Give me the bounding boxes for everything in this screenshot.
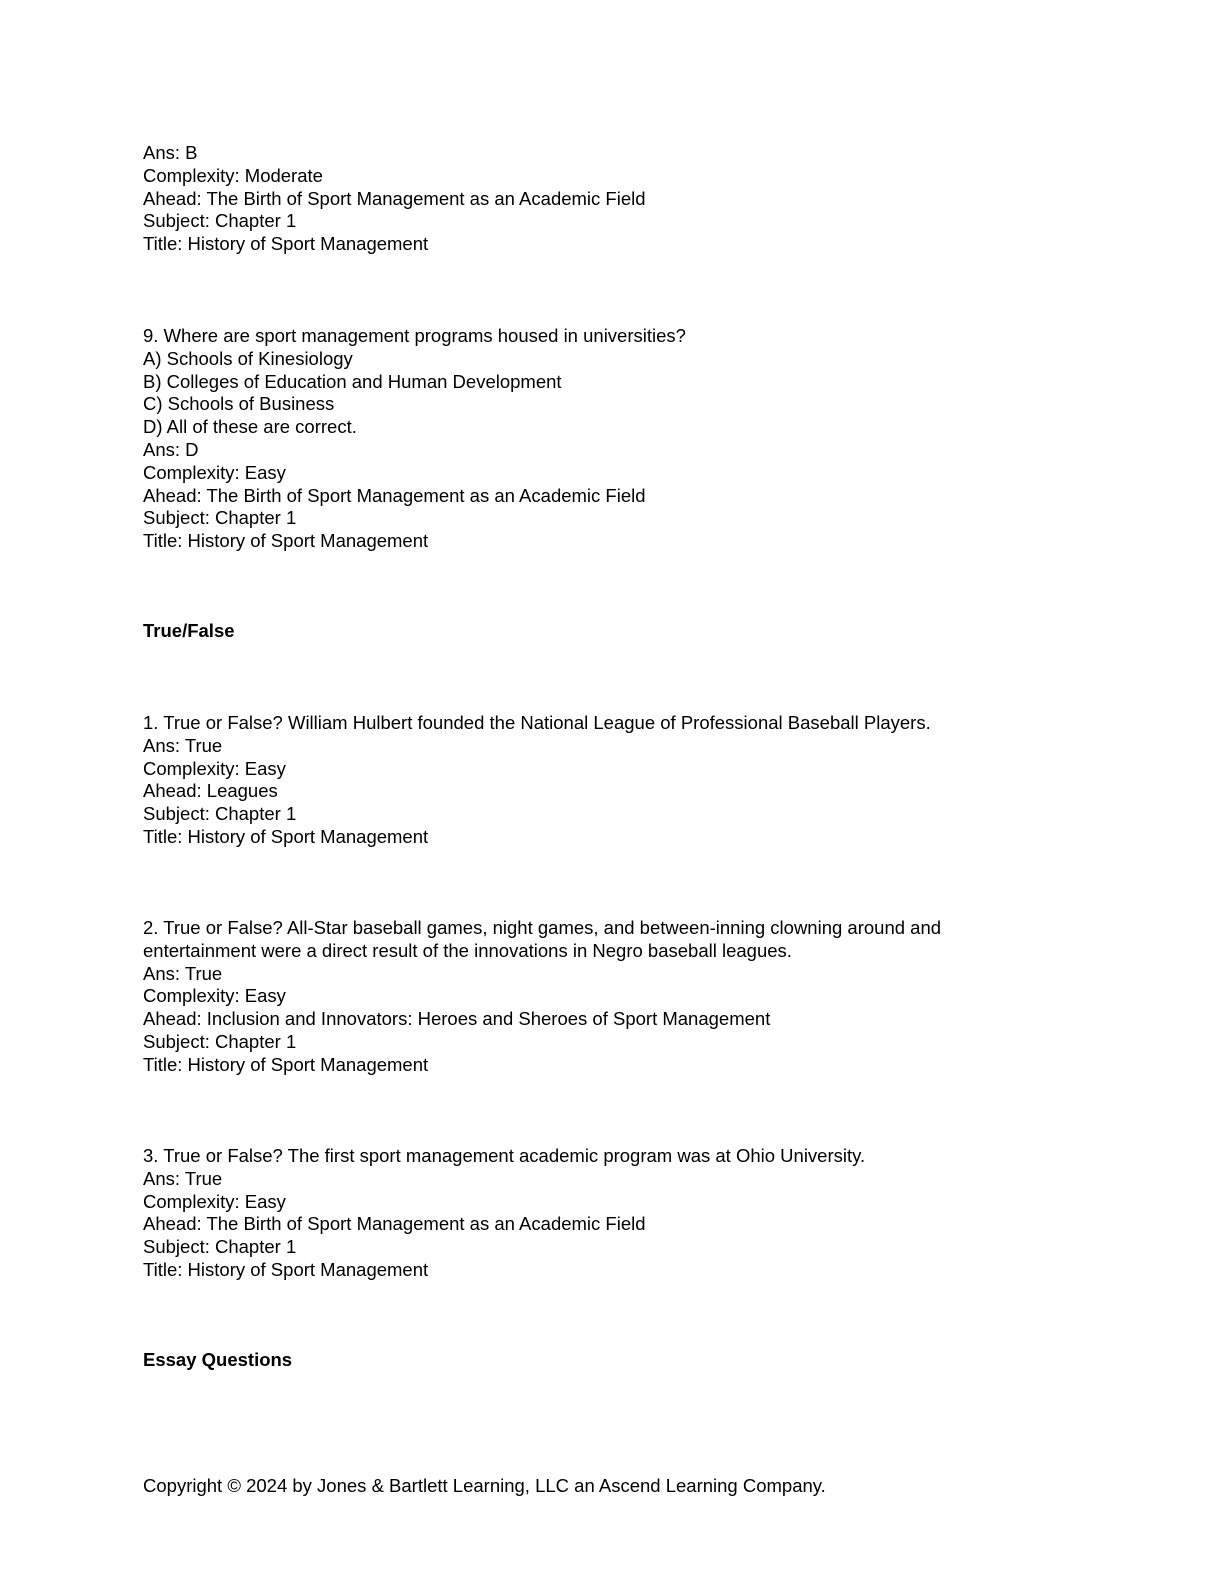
- subject-line: Subject: Chapter 1: [143, 1236, 297, 1258]
- title-line: Title: History of Sport Management: [143, 530, 429, 552]
- answer-line: Ans: True: [143, 1167, 223, 1189]
- section-heading: Essay Questions: [143, 1349, 293, 1370]
- subject-line: Subject: Chapter 1: [143, 507, 297, 529]
- option-b: B) Colleges of Education and Human Development: [143, 370, 562, 392]
- question-8-metadata: [143, 142, 1103, 256]
- ahead-line: Ahead: The Birth of Sport Management as an Academic Field: [143, 1213, 646, 1235]
- option-d: D) All of these are correct.: [143, 416, 357, 438]
- question-text: 3. True or False? The first sport management academic program was at Ohio University.: [143, 1145, 866, 1166]
- answer-line: Ans: True: [143, 734, 223, 756]
- true-false-heading: [143, 620, 1103, 643]
- ahead-line: Ahead: The Birth of Sport Management as an Academic Field: [143, 484, 646, 506]
- tf-question-2: [143, 917, 1103, 1077]
- title-line: Title: History of Sport Management: [143, 1258, 429, 1280]
- question-text-line-1: 2. True or False? All-Star baseball games, night games, and between-inning clowning around and: [143, 917, 942, 938]
- question-text: 1. True or False? William Hulbert founded the National League of Professional Baseball Players.: [143, 712, 931, 733]
- question-text-line-2: entertainment were a direct result of the innovations in Negro baseball leagues.: [143, 939, 792, 961]
- subject-line: Subject: Chapter 1: [143, 210, 297, 232]
- complexity-line: Complexity: Easy: [143, 985, 286, 1007]
- title-line: Title: History of Sport Management: [143, 825, 429, 847]
- tf-question-1: [143, 712, 1103, 849]
- ahead-line: Ahead: Inclusion and Innovators: Heroes and Sheroes of Sport Management: [143, 1008, 771, 1030]
- essay-questions-heading: [143, 1349, 1103, 1372]
- complexity-line: Complexity: Easy: [143, 461, 286, 483]
- answer-line: Ans: B: [143, 142, 198, 163]
- copyright-text: Copyright © 2024 by Jones & Bartlett Learning, LLC an Ascend Learning Company.: [143, 1475, 826, 1496]
- ahead-line: Ahead: Leagues: [143, 780, 278, 802]
- title-line: Title: History of Sport Management: [143, 233, 429, 255]
- answer-line: Ans: D: [143, 438, 199, 460]
- ahead-line: Ahead: The Birth of Sport Management as an Academic Field: [143, 187, 646, 209]
- question-9: [143, 325, 1103, 553]
- subject-line: Subject: Chapter 1: [143, 1030, 297, 1052]
- complexity-line: Complexity: Easy: [143, 757, 286, 779]
- tf-question-3: [143, 1145, 1103, 1282]
- complexity-line: Complexity: Easy: [143, 1190, 286, 1212]
- page-footer: [143, 1475, 1103, 1498]
- title-line: Title: History of Sport Management: [143, 1053, 429, 1075]
- section-heading: True/False: [143, 620, 235, 641]
- subject-line: Subject: Chapter 1: [143, 803, 297, 825]
- answer-line: Ans: True: [143, 962, 223, 984]
- complexity-line: Complexity: Moderate: [143, 164, 323, 186]
- option-c: C) Schools of Business: [143, 393, 335, 415]
- option-a: A) Schools of Kinesiology: [143, 347, 353, 369]
- question-text: 9. Where are sport management programs housed in universities?: [143, 325, 686, 346]
